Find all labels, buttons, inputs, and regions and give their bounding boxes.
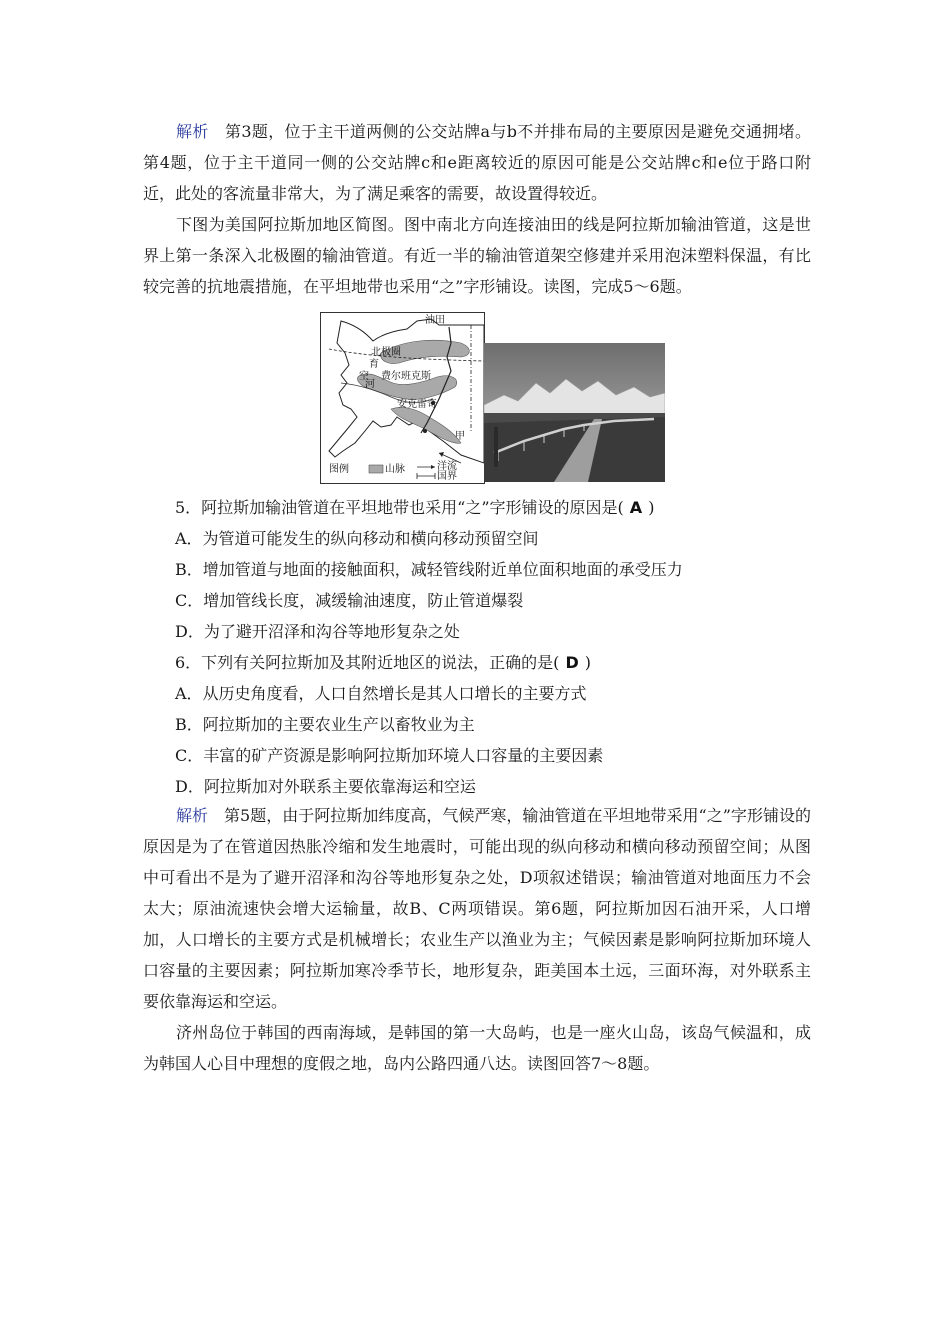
map-label-river-c: 河 bbox=[365, 379, 375, 390]
map-label-river-a: 育 bbox=[369, 359, 379, 370]
q5-answer: A bbox=[629, 498, 643, 517]
map-label-oilfield: 油田 bbox=[425, 315, 445, 326]
analysis-text-2: 第5题，由于阿拉斯加纬度高，气候严寒，输油管道在平坦地带采用“之”字形铺设的原因是为了在管道因热胀冷缩和发生地震时，可能出现的纵向移动和横向移动预留空间；从图中可看出不是为了避开沼泽和沟谷等地形复杂之处，D项叙述错误；输油管道对地面压力不会太大；原油流速快会增大运输量，故B、C两项错误。第6题，阿拉斯加因石油开采，人口增加，人口增长的主要方式是机械增长；农业生产以渔业为主；气候因素是影响阿拉斯加环境人口容量的主要因素；阿拉斯加寒冷季节长，地形复杂，距美国本土远，三面环海，对外联系主要依靠海运和空运。 bbox=[143, 806, 811, 1011]
legend-mountain-swatch bbox=[369, 465, 383, 473]
anchorage-dot bbox=[423, 429, 427, 433]
q5-stem-close: ) bbox=[648, 498, 655, 517]
jeju-intro-paragraph: 济州岛位于韩国的西南海域，是韩国的第一大岛屿，也是一座火山岛，该岛气候温和，成为韩国人心目中理想的度假之地，岛内公路四通八达。读图回答7～8题。 bbox=[143, 1023, 811, 1073]
q6-stem-text: 6．下列有关阿拉斯加及其附近地区的说法，正确的是( bbox=[175, 653, 560, 672]
q5-stem-text: 5．阿拉斯加输油管道在平坦地带也采用“之”字形铺设的原因是( bbox=[175, 498, 624, 517]
map-label-anchorage: 安克雷奇 bbox=[397, 399, 437, 410]
legend-current-label: 洋流 bbox=[437, 461, 457, 472]
pipeline-photo bbox=[484, 343, 665, 482]
q6-option-c: C．丰富的矿产资源是影响阿拉斯加环境人口容量的主要因素 bbox=[175, 746, 604, 765]
question-5-stem bbox=[175, 498, 654, 518]
q6-option-a: A．从历史角度看，人口自然增长是其人口增长的主要方式 bbox=[175, 684, 587, 703]
map-label-fairbanks: 费尔班克斯 bbox=[381, 371, 431, 382]
q5-option-a: A．为管道可能发生的纵向移动和横向移动预留空间 bbox=[175, 529, 539, 548]
legend-title: 图例 bbox=[329, 464, 349, 475]
legend-border-label: 国界 bbox=[437, 471, 457, 482]
alaska-map-figure bbox=[320, 312, 485, 484]
map-label-jia: 甲 bbox=[455, 431, 465, 442]
legend-border-line bbox=[417, 473, 435, 479]
q5-option-c: C．增加管线长度，减缓输油速度，防止管道爆裂 bbox=[175, 591, 524, 610]
intro-paragraph: 下图为美国阿拉斯加地区简图。图中南北方向连接油田的线是阿拉斯加输油管道，这是世界上第一条深入北极圈的输油管道。有近一半的输油管道架空修建并采用泡沫塑料保温，有比较完善的抗地震措施，在平坦地带也采用“之”字形铺设。读图，完成5～6题。 bbox=[143, 215, 811, 296]
pipeline-photo-svg bbox=[484, 343, 665, 482]
analysis-label: 解析 bbox=[176, 122, 209, 141]
q6-option-b: B．阿拉斯加的主要农业生产以畜牧业为主 bbox=[175, 715, 475, 734]
alaska-map-svg bbox=[321, 313, 484, 483]
analysis-text-1: 第3题，位于主干道两侧的公交站牌a与b不并排布局的主要原因是避免交通拥堵。第4题，位于主干道同一侧的公交站牌c和e距离较近的原因可能是公交站牌c和e位于路口附近，此处的客流量非常大，为了满足乘客的需要，故设置得较近。 bbox=[143, 122, 811, 203]
legend-current-arrow bbox=[431, 465, 435, 469]
analysis-paragraph-2 bbox=[143, 800, 811, 1017]
q5-option-b: B．增加管道与地面的接触面积，减轻管线附近单位面积地面的承受压力 bbox=[175, 560, 683, 579]
map-label-river-b: 空 bbox=[359, 371, 369, 382]
q5-option-d: D．为了避开沼泽和沟谷等地形复杂之处 bbox=[175, 622, 460, 641]
analysis-label-2: 解析 bbox=[176, 806, 209, 825]
legend-mountain-label: 山脉 bbox=[385, 464, 405, 475]
map-label-arctic-circle: 北极圈 bbox=[371, 347, 401, 358]
q6-stem-close: ) bbox=[584, 653, 591, 672]
photo-post bbox=[494, 427, 498, 467]
analysis-paragraph-1 bbox=[143, 116, 811, 209]
q6-answer: D bbox=[565, 653, 579, 672]
question-6-stem bbox=[175, 653, 591, 673]
q6-option-d: D．阿拉斯加对外联系主要依靠海运和空运 bbox=[175, 777, 476, 796]
